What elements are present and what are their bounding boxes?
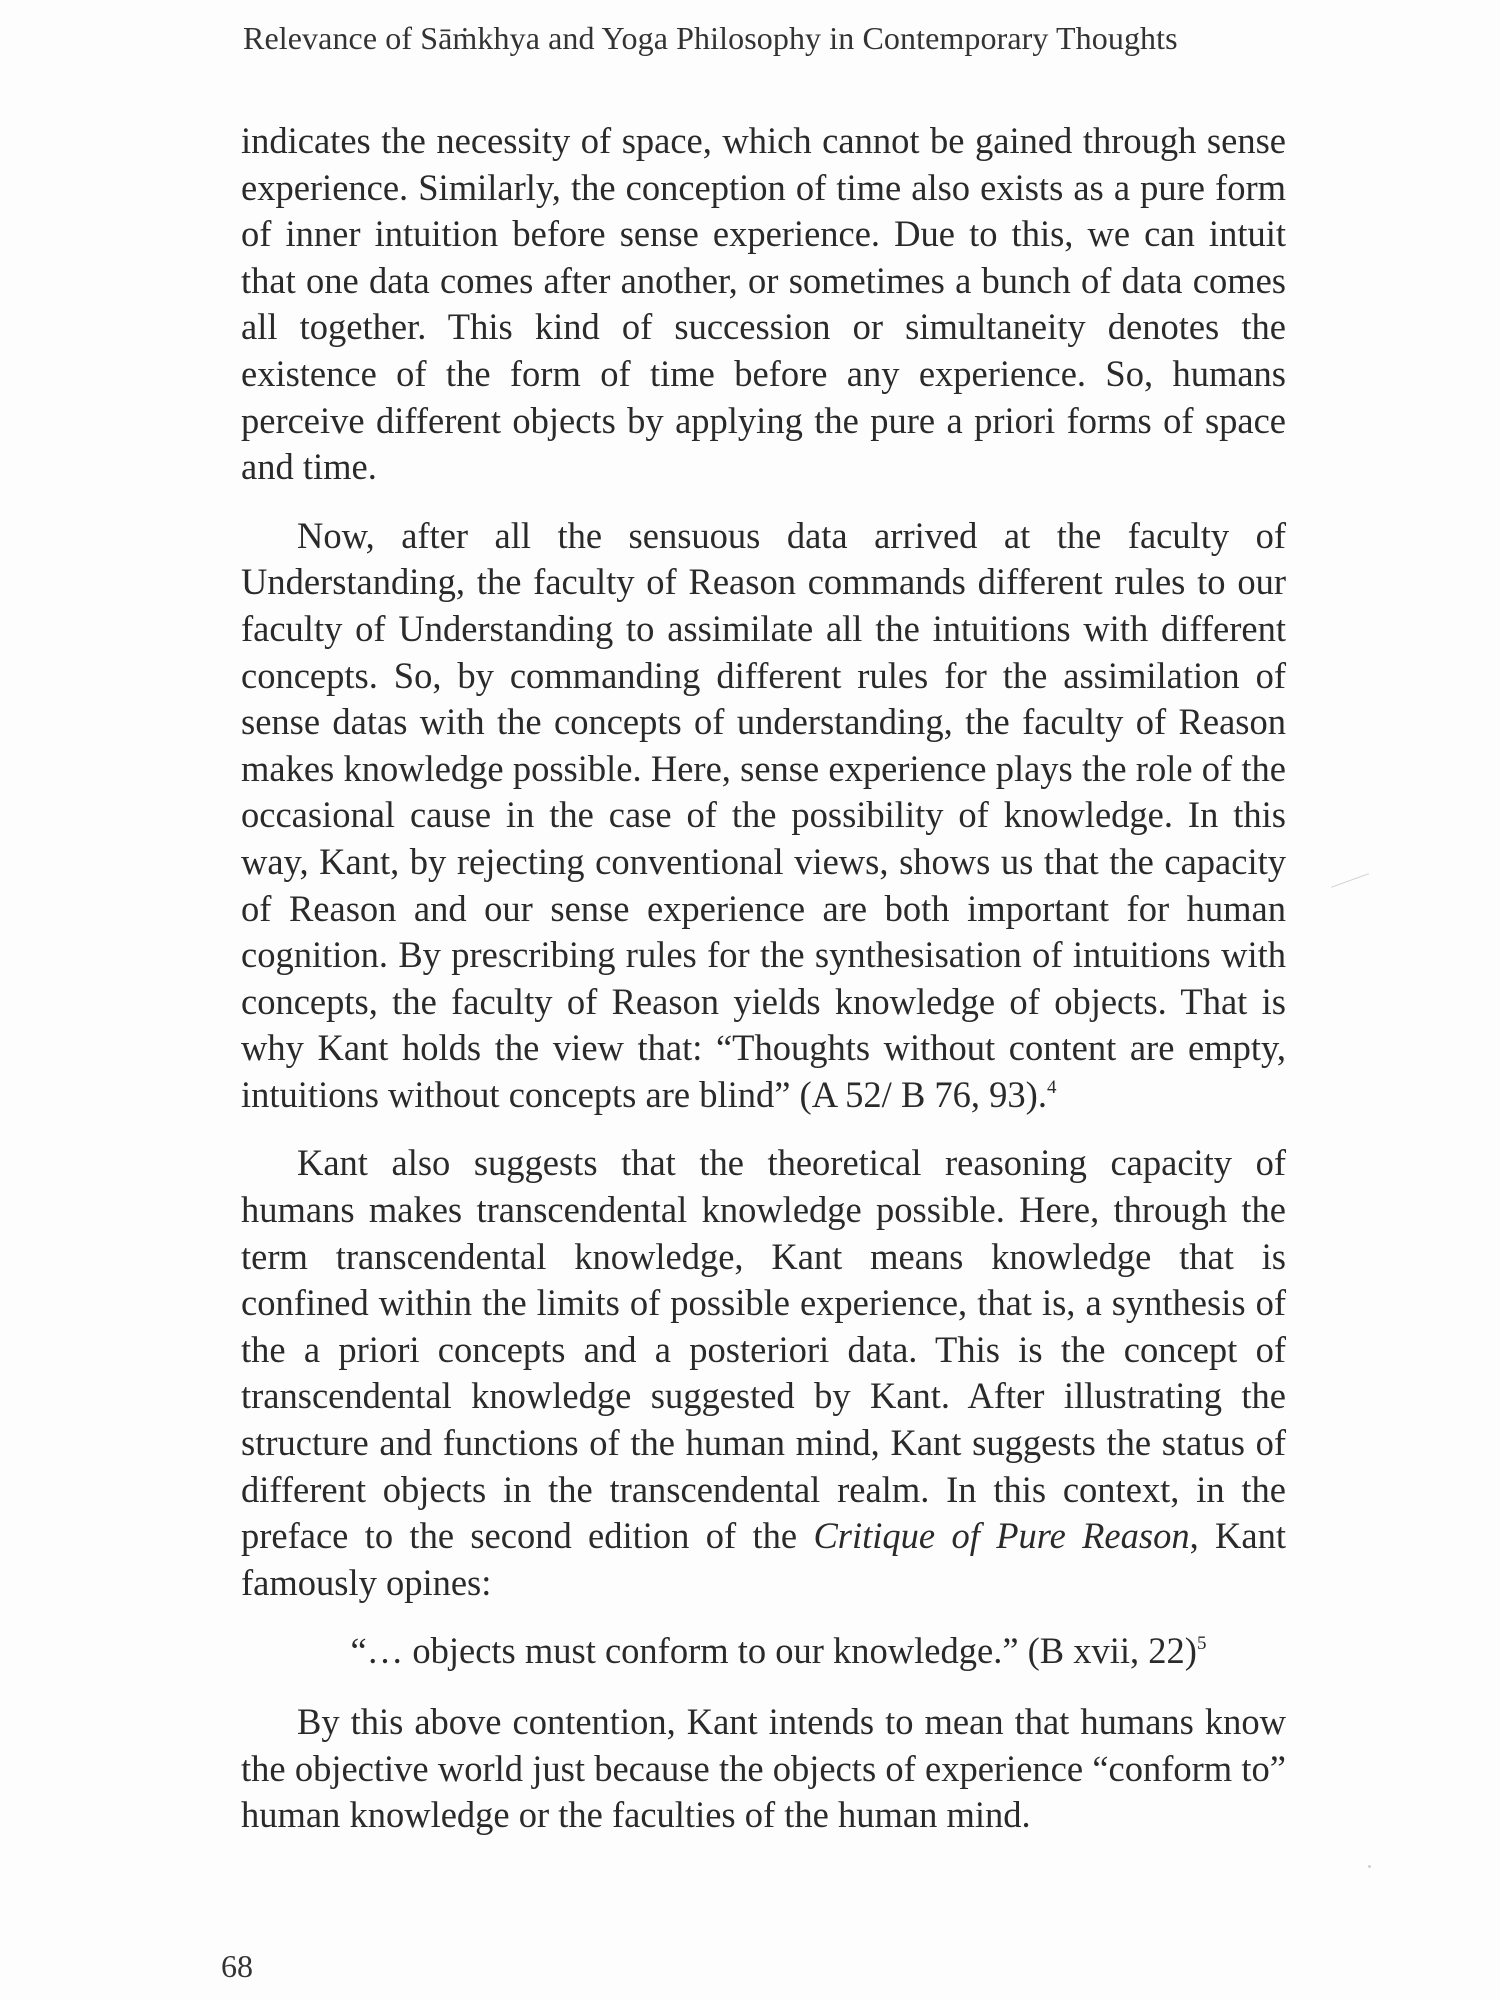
running-head: Relevance of Sāṁkhya and Yoga Philosophy in Contemporary Thoughts <box>243 20 1178 56</box>
scan-artifact <box>1368 1865 1371 1868</box>
paragraph-2 <box>241 513 1286 1119</box>
paragraph-4: By this above contention, Kant intends to mean that humans know the objective world just because the objects of experience “conform to” human knowledge or the faculties of the human mind. <box>241 1701 1286 1836</box>
block-quote <box>241 1628 1286 1675</box>
book-title: Critique of Pure Reason <box>813 1515 1190 1557</box>
footnote-marker: 4 <box>1046 1076 1057 1098</box>
page-number: 68 <box>221 1948 253 1984</box>
paragraph-1: indicates the necessity of space, which cannot be gained through sense experience. Similarly, the conception of time also exists as a pure form of inner intuition before sense experience. Due to this, we can intuit that one data comes after another, or sometimes a bunch of data comes all together. This kind of succession or simultaneity denotes the existence of the form of time before any experience. So, humans perceive different objects by applying the pure a priori forms of space and time. <box>241 120 1286 488</box>
paragraph-2-text: Now, after all the sensuous data arrived at the faculty of Understanding, the faculty of Reason commands different rules to our faculty of Understanding to assimilate all the intuitions with different concepts. So, by commanding different rules for the assimilation of sense datas with the concepts of understanding, the faculty of Reason makes knowledge possible. Here, sense experience plays the role of the occasional cause in the case of the possibility of knowledge. In this way, Kant, by rejecting conventional views, shows us that the capacity of Reason and our sense experience are both important for human cognition. By prescribing rules for the synthesisation of intuitions with concepts, the faculty of Reason yields knowledge of objects. That is why Kant holds the view that: “Thoughts without content are empty, intuitions without concepts are blind” (A 52/ B 76, 93). <box>241 514 1286 1115</box>
paragraph-3-tail: , Kant famously opines: <box>241 1515 1286 1603</box>
scan-artifact <box>1331 873 1369 888</box>
quote-text: “… objects must conform to our knowledge.” (B xvii, 22) <box>350 1630 1197 1672</box>
footnote-marker: 5 <box>1196 1633 1207 1655</box>
paragraph-3-text: Kant also suggests that the theoretical reasoning capacity of humans makes transcendental knowledge possible. Here, through the term transcendental knowledge, Kant means knowledge that is confined within the limits of possible experience, that is, a synthesis of the a priori concepts and a posteriori data. This is the concept of transcendental knowledge suggested by Kant. After illustrating the structure and functions of the human mind, Kant suggests the status of different objects in the transcendental realm. In this context, in the preface to the second edition of the <box>241 1142 1286 1557</box>
paragraph-3 <box>241 1140 1286 1606</box>
body-text <box>241 118 1286 1839</box>
